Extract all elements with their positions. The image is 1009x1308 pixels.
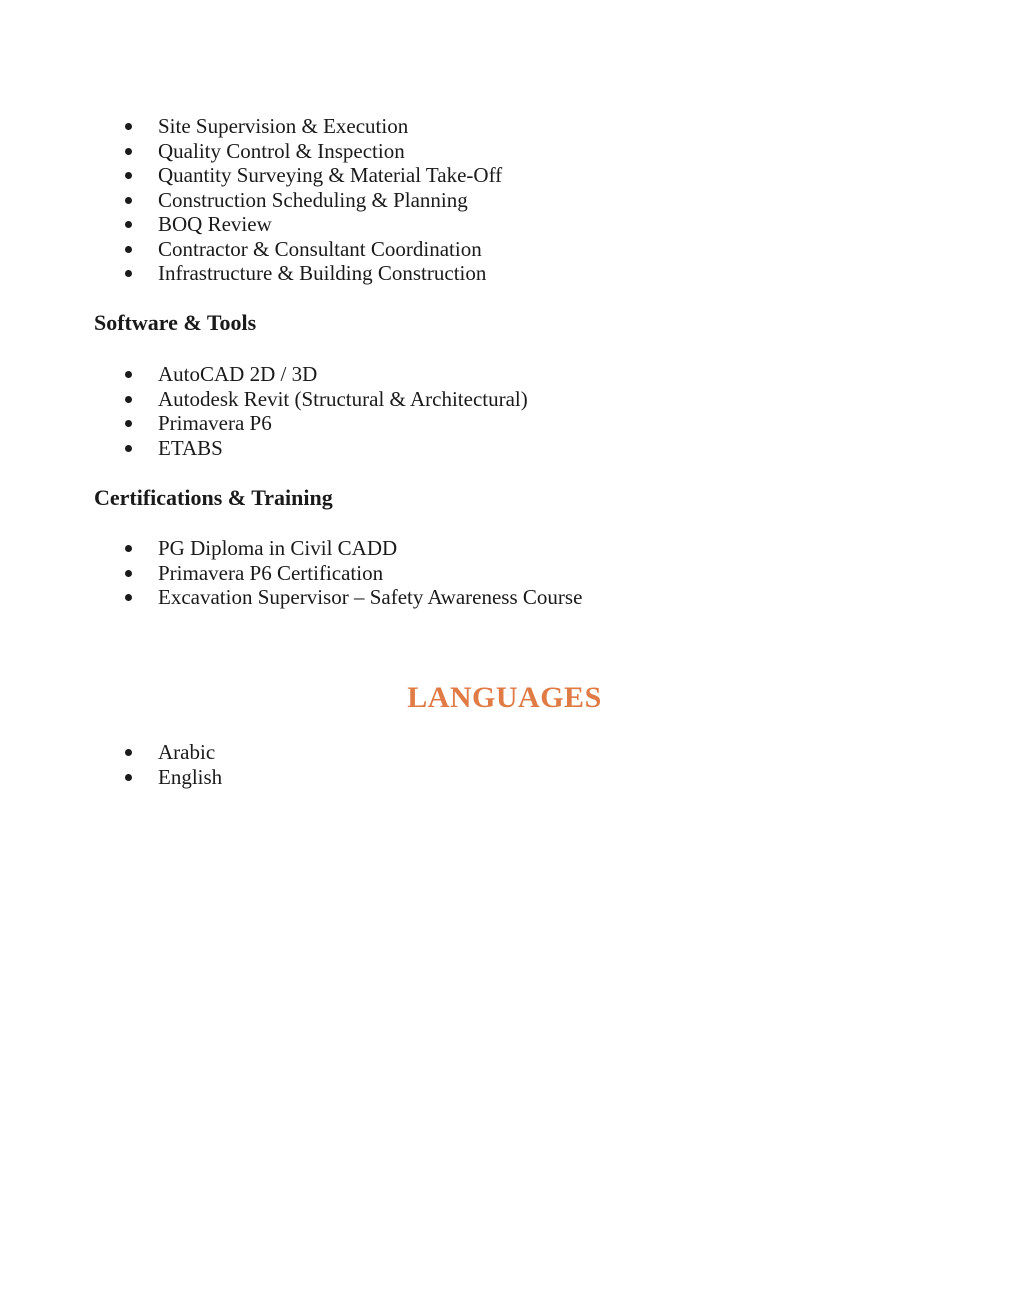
bullet-icon <box>125 172 132 179</box>
bullet-icon <box>125 221 132 228</box>
languages-heading: LANGUAGES <box>407 681 602 714</box>
certifications-heading: Certifications & Training <box>94 485 333 510</box>
software-heading: Software & Tools <box>94 310 257 335</box>
list-item <box>0 411 528 436</box>
list-item <box>0 139 502 164</box>
list-item <box>0 188 502 213</box>
bullet-icon <box>125 197 132 204</box>
skills-list <box>0 114 502 286</box>
software-list <box>0 362 528 460</box>
list-item-text: AutoCAD 2D / 3D <box>158 362 318 386</box>
list-item <box>0 362 528 387</box>
bullet-icon <box>125 594 132 601</box>
list-item-text: ETABS <box>158 435 223 460</box>
bullet-icon <box>125 123 132 130</box>
list-item <box>0 740 222 765</box>
list-item <box>0 387 528 412</box>
bullet-icon <box>125 371 132 378</box>
bullet-icon <box>125 148 132 155</box>
list-item-text: BOQ Review <box>158 212 272 236</box>
list-item-text: Autodesk Revit (Structural & Architectural) <box>158 386 528 411</box>
list-item-text: English <box>158 764 223 789</box>
list-item <box>0 585 582 610</box>
bullet-icon <box>125 445 132 452</box>
list-item <box>0 237 502 262</box>
list-item-text: Site Supervision & Execution <box>158 114 409 138</box>
list-item-text: Quantity Surveying & Material Take-Off <box>158 163 503 187</box>
bullet-icon <box>125 774 132 781</box>
list-item <box>0 261 502 286</box>
bullet-icon <box>125 545 132 552</box>
list-item-text: Infrastructure & Building Construction <box>158 261 487 285</box>
list-item <box>0 765 222 790</box>
list-item <box>0 114 502 139</box>
list-item <box>0 561 582 586</box>
list-item-text: Construction Scheduling & Planning <box>158 187 468 212</box>
bullet-icon <box>125 749 132 756</box>
list-item-text: Excavation Supervisor – Safety Awareness Course <box>158 585 583 609</box>
list-item <box>0 163 502 188</box>
list-item-text: PG Diploma in Civil CADD <box>158 536 398 560</box>
bullet-icon <box>125 270 132 277</box>
list-item <box>0 536 582 561</box>
certifications-list <box>0 536 582 610</box>
list-item-text: Arabic <box>158 740 216 764</box>
bullet-icon <box>125 570 132 577</box>
languages-list <box>0 740 222 789</box>
bullet-icon <box>125 420 132 427</box>
list-item <box>0 212 502 237</box>
list-item-text: Quality Control & Inspection <box>158 138 405 163</box>
list-item-text: Primavera P6 <box>158 411 272 435</box>
bullet-icon <box>125 246 132 253</box>
bullet-icon <box>125 396 132 403</box>
list-item <box>0 436 528 461</box>
list-item-text: Contractor & Consultant Coordination <box>158 236 482 261</box>
list-item-text: Primavera P6 Certification <box>158 560 384 585</box>
